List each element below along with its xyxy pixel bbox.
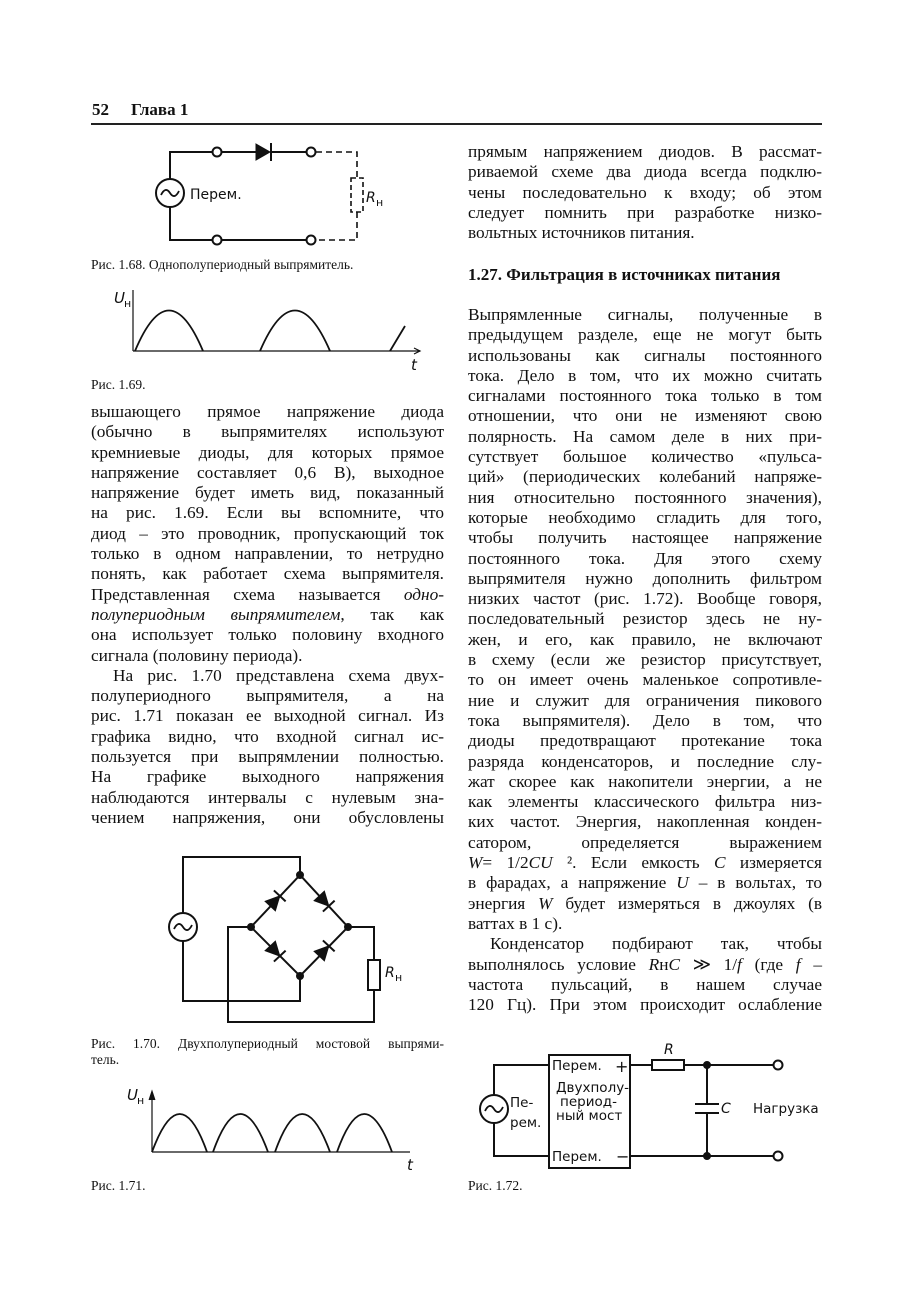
waveform-hump	[135, 311, 203, 352]
text-segment: в фарадах, а напряжение	[468, 873, 677, 893]
text-line: в схему (если же резистор присутствует,	[468, 650, 822, 670]
fig-1-72-resistor-label: R	[664, 1042, 674, 1058]
text-segment: Представленная схема называется	[91, 584, 404, 604]
italic-text: U	[676, 873, 689, 893]
text-line: которые необходимо сгладить для того,	[468, 507, 822, 527]
page-number: 52	[92, 100, 109, 119]
fig-1-71-y-label: U	[127, 1086, 138, 1104]
fig-1-69-y-label: U	[114, 289, 125, 307]
waveform-hump	[275, 1114, 330, 1152]
waveform-hump	[260, 311, 330, 352]
fig-1-71-caption: Рис. 1.71.	[91, 1178, 146, 1193]
text-line: жен, и его, как правило, не включают	[468, 629, 822, 649]
fig-1-71-x-label: t	[407, 1156, 413, 1174]
text-segment: (где	[741, 954, 796, 974]
text-segment: –	[800, 954, 822, 974]
text-line: Конденсатор подбирают так, чтобы	[490, 934, 822, 954]
waveform-hump	[390, 326, 405, 351]
fig-1-72-plus: +	[615, 1057, 629, 1076]
text-line: чены последовательно к входу; об этом	[468, 182, 822, 202]
text-segment: , так как	[340, 604, 444, 624]
fig-1-72-load-label: Нагрузка	[753, 1101, 819, 1117]
fig-1-71-y-sub: н	[137, 1094, 145, 1107]
diode-icon	[256, 144, 270, 160]
fig-1-72-source-label-2: рем.	[510, 1115, 542, 1131]
half-wave-output-graph	[133, 290, 420, 354]
text-line: вышающего прямое напряжение диода	[91, 402, 444, 421]
text-line: последовательный резистор здесь не ну-	[468, 609, 822, 629]
text-line: графика видно, что входной сигнал ис-	[91, 726, 444, 746]
text-segment: выполнялось условие	[468, 954, 649, 974]
text-line: ций» (периодических колебаний напряже-	[468, 467, 822, 487]
waveform-hump	[337, 1114, 392, 1152]
half-wave-rectifier-diagram	[156, 143, 363, 245]
text-line: как элементы классического фильтра низ-	[468, 792, 822, 812]
italic-text: R	[648, 954, 660, 974]
fig-1-68-load-label: R	[366, 190, 376, 206]
fig-1-68-load-sub: н	[376, 196, 384, 209]
text-segment: ². Если емкость	[552, 853, 715, 873]
bridge-rectifier-diagram	[169, 857, 380, 1022]
text-line: напряжение составляет 0,6 В), выходное	[91, 462, 444, 482]
text-line: тока выпрямителя). Дело в том, что	[468, 710, 822, 730]
text-line: Выпрямленные сигналы, полученные в	[468, 305, 822, 324]
text-line: низких частот (рис. 1.72). Вообще говоря,	[468, 589, 822, 609]
fig-1-69-y-sub: н	[124, 297, 132, 310]
text-line: сатором, определяется выражением	[468, 832, 822, 852]
text-line: полярность. На самом деле в них при-	[468, 426, 822, 446]
text-segment: – в вольтах, то	[688, 873, 822, 893]
text-line: чением напряжения, они обусловлены	[91, 807, 444, 827]
fig-1-72-capacitor-label: C	[721, 1101, 731, 1117]
text-line: наблюдаются интервалы с нулевым зна-	[91, 787, 444, 807]
text-line: следует помнить при разработке низко-	[468, 202, 822, 222]
fig-1-72-source-label-1: Пе-	[510, 1095, 534, 1111]
text-line: ния относительно постоянного значения),	[468, 487, 822, 507]
text-line: использованы как сигналы постоянного	[468, 345, 822, 365]
italic-text: одно-	[403, 584, 444, 604]
fig-1-72-caption: Рис. 1.72.	[468, 1178, 523, 1193]
text-segment: энергия	[468, 893, 539, 913]
filter-diagram	[480, 1055, 783, 1168]
text-line: то он имеет очень маленькое сопротивле-	[468, 670, 822, 690]
text-line: ваттах в 1 с).	[468, 913, 563, 933]
italic-text: C	[714, 853, 726, 873]
text-line: прямым напряжением диодов. В рассмат-	[468, 142, 822, 161]
text-line: сигналами постоянного тока только в том	[468, 386, 822, 406]
text-line: диод – это проводник, пропускающий ток	[91, 523, 444, 543]
fig-1-69-x-label: t	[411, 356, 417, 374]
load-resistor-icon	[351, 178, 363, 212]
text-line: разряда конденсаторов, и последние слу-	[468, 751, 822, 771]
text-line: риваемой схеме два диода всегда подклю-	[468, 162, 822, 182]
text-line: тока. Дело в том, что их можно считать	[468, 365, 822, 385]
full-wave-output-graph	[149, 1091, 410, 1152]
italic-text: полупериодным выпрямителем	[91, 604, 341, 624]
text-line: рис. 1.71 показан ее выходной сигнал. Из	[91, 706, 444, 726]
terminal-icon	[213, 236, 222, 245]
terminal-icon	[774, 1061, 783, 1070]
fig-1-70-caption-1: Рис. 1.70. Двухполупериодный мостовой выпрями-	[91, 1036, 444, 1051]
load-resistor-icon	[368, 960, 380, 990]
capacitor-icon	[695, 1065, 719, 1156]
text-line: понять, как работает схема выпрямителя.	[91, 564, 444, 584]
text-line: выпрямителя нужно дополнить фильтром	[468, 568, 822, 588]
text-line: На графике выходного напряжения	[91, 767, 444, 787]
text-line: вольтных источников питания.	[468, 223, 695, 243]
text-line: ких частот. Энергия, накопленная конден-	[468, 812, 822, 832]
text-line: пользуется при выпрямлении полностью.	[91, 747, 444, 767]
text-line: На рис. 1.70 представлена схема двух-	[113, 665, 444, 685]
fig-1-70-load-label: R	[385, 965, 395, 981]
text-line: 120 Гц). При этом происходит ослабление	[468, 995, 822, 1015]
text-line: кремниевые диоды, для которых прямое	[91, 442, 444, 462]
italic-text: W	[538, 893, 553, 913]
waveform-hump	[152, 1114, 207, 1152]
resistor-icon	[652, 1060, 684, 1070]
fig-1-72-bridge-3: ный мост	[556, 1108, 623, 1124]
text-segment: = 1/2	[482, 853, 529, 873]
text-line: чтобы получить настоящее напряжение	[468, 528, 822, 548]
text-line: на рис. 1.69. Если вы вспомните, что	[91, 503, 444, 523]
fig-1-72-bridge-1: Двухполу-	[556, 1080, 630, 1096]
text-line: сутствует большое количество «пульса-	[468, 447, 822, 467]
text-line: только в одном направлении, то нетрудно	[91, 544, 444, 564]
italic-text: f	[795, 954, 801, 974]
terminal-icon	[213, 148, 222, 157]
text-line: она использует только половину входного	[91, 625, 444, 645]
text-line: отношении, что они не изменяют свою	[468, 406, 822, 426]
section-heading: 1.27. Фильтрация в источниках питания	[468, 265, 781, 284]
fig-1-69-caption: Рис. 1.69.	[91, 377, 146, 392]
italic-text: f	[737, 954, 742, 974]
text-segment: измеряется	[725, 853, 822, 873]
text-line: полупериодного выпрямителя, а на	[91, 686, 444, 706]
italic-text: CU	[528, 853, 553, 873]
fig-1-72-input-bottom: Перем.	[552, 1149, 602, 1165]
text-line: частота пульсаций, в нашем случае	[468, 974, 822, 994]
fig-1-68-caption: Рис. 1.68. Однополупериодный выпрямитель.	[91, 257, 354, 272]
text-line: постоянного тока. Для этого схему	[468, 548, 822, 568]
text-line: напряжение будет иметь вид, показанный	[91, 483, 444, 503]
terminal-icon	[307, 148, 316, 157]
text-segment: будет измеряться в джоулях (в	[552, 893, 822, 913]
italic-text: C	[668, 954, 680, 974]
fig-1-72-minus: −	[616, 1147, 630, 1166]
chapter-title: Глава 1	[131, 100, 189, 119]
text-line: (обычно в выпрямителях используют	[91, 422, 444, 442]
fig-1-70-caption-2: тель.	[91, 1052, 120, 1067]
terminal-icon	[307, 236, 316, 245]
italic-text: W	[468, 853, 483, 873]
text-segment: ≫ 1/	[680, 954, 738, 974]
text-line: ние и служит для ограничения пикового	[468, 690, 822, 710]
fig-1-72-input-top: Перем.	[552, 1058, 602, 1074]
text-line: сигнала (половину периода).	[91, 645, 303, 665]
waveform-hump	[213, 1114, 268, 1152]
text-line: предыдущем разделе, еще не могут быть	[468, 325, 822, 345]
fig-1-70-load-sub: н	[395, 971, 403, 984]
fig-1-72-bridge-2: период-	[560, 1094, 617, 1110]
text-line: жат скорее как накопители энергии, а не	[468, 771, 822, 791]
fig-1-68-source-label: Перем.	[190, 187, 242, 203]
text-segment: н	[659, 954, 669, 974]
terminal-icon	[774, 1152, 783, 1161]
text-line: диоды предотвращают протекание тока	[468, 731, 822, 751]
